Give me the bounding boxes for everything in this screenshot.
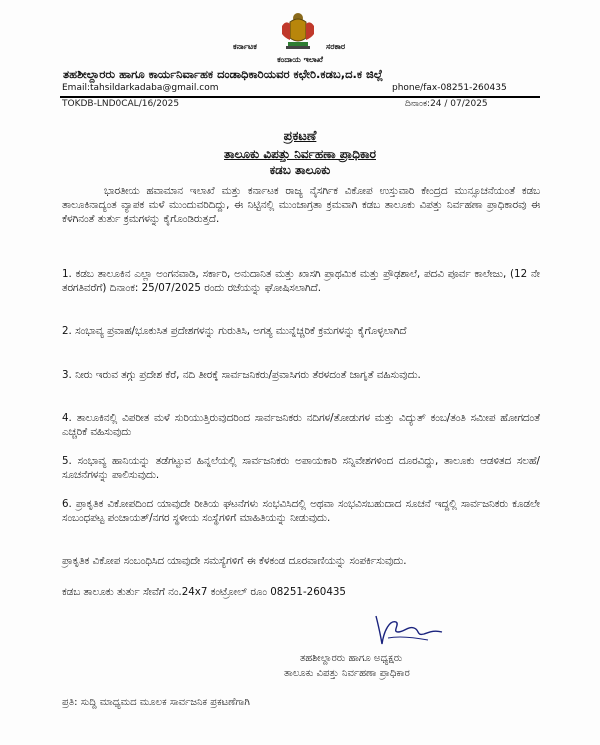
notice-title: ಪ್ರಕಟಣೆ: [283, 129, 317, 144]
office-name: ತಹಶೀಲ್ದಾರರು ಹಾಗೂ ಕಾರ್ಯನಿರ್ವಾಹಕ ದಂಡಾಧಿಕಾರಿಯವರ ಕಛೇರಿ.ಕಡಬ,ದ.ಕ ಜಿಲ್ಲೆ: [63, 67, 384, 81]
reference-number: TOKDB-LND0CAL/16/2025: [62, 99, 180, 109]
point-5: 5. ಸಂಭಾವ್ಯ ಹಾನಿಯನ್ನು ತಡೆಗಟ್ಟುವ ಹಿನ್ನಲೆಯಲ್ಲಿ ಸಾರ್ವಜನಿಕರು ಅಪಾಯಕಾರಿ ಸನ್ನಿವೇಶಗಳಿಂದ ದೂರವಿದ್ದು, ತಾಲೂಕು ಆಡಳಿತದ ಸಲಹೆ/ಸೂಚನೆಗಳನ್ನು ಪಾಲಿಸುವುದು.: [62, 455, 540, 481]
phone-fax: phone/fax-08251-260435: [392, 83, 507, 93]
point-6: 6. ಪ್ರಾಕೃತಿಕ ವಿಕೋಪದಿಂದ ಯಾವುದೇ ರೀತಿಯ ಘಟನೆಗಳು ಸಂಭವಿಸಿದಲ್ಲಿ ಅಥವಾ ಸಂಭವಿಸಬಹುದಾದ ಸೂಚನೆ ಇದ್ದಲ್ಲಿ ಸಾರ್ವಜನಿಕರು ಕೂಡಲೇ ಸಂಬಂಧಪಟ್ಟ ಪಂಚಾಯತ್/ನಗರ ಸ್ಥಳೀಯ ಸಂಸ್ಥೆಗಳಿಗೆ ಮಾಹಿತಿಯನ್ನು ನೀಡುವುದು.: [62, 498, 540, 524]
point-1: 1. ಕಡಬ ತಾಲೂಕಿನ ಎಲ್ಲಾ ಅಂಗನವಾಡಿ, ಸರ್ಕಾರಿ, ಅನುದಾನಿತ ಮತ್ತು ಖಾಸಗಿ ಪ್ರಾಥಮಿಕ ಮತ್ತು ಪ್ರೌಢಶಾಲೆ, ಪದವಿ ಪೂರ್ವ ಕಾಲೇಜು, (12 ನೇ ತರಗತಿವರೆಗೆ) ದಿನಾಂಕ: 25/07/2025 ರಂದು ರಜೆಯನ್ನು ಘೋಷಿಸಲಾಗಿದೆ.: [62, 268, 540, 294]
signatory-authority: ತಾಲೂಕು ವಿಪತ್ತು ನಿರ್ವಹಣಾ ಪ್ರಾಧಿಕಾರ: [284, 668, 410, 679]
karnataka-emblem-icon: [276, 8, 320, 52]
document-date: ದಿನಾಂಕ:24 / 07/2025: [405, 99, 488, 109]
point-3: 3. ನೀರು ಇರುವ ತಗ್ಗು ಪ್ರದೇಶ ಕೆರೆ, ನದಿ ತೀರಕ್ಕೆ ಸಾರ್ವಜನಿಕರು/ಪ್ರವಾಸಿಗರು ತೆರಳದಂತೆ ಜಾಗೃತೆ ವಹಿಸುವುದು.: [62, 369, 421, 381]
intro-paragraph: ಭಾರತೀಯ ಹವಾಮಾನ ಇಲಾಖೆ ಮತ್ತು ಕರ್ನಾಟಕ ರಾಜ್ಯ ನೈಸರ್ಗಿಕ ವಿಕೋಪ ಉಸ್ತುವಾರಿ ಕೇಂದ್ರದ ಮುನ್ಸೂಚನೆಯಂತೆ ಕಡಬ ತಾಲೂಕಿನಾದ್ಯಂತ ವ್ಯಾಪಕ ಮಳೆ ಮುಂದುವರಿದಿದ್ದು, ಈ ನಿಟ್ಟಿನಲ್ಲಿ ಮುಂಜಾಗ್ರತಾ ಕ್ರಮವಾಗಿ ಕಡಬ ತಾಲೂಕು ವಿಪತ್ತು ನಿರ್ವಹಣಾ ಪ್ರಾಧಿಕಾರವು ಈ ಕೆಳಗಿನಂತೆ ತುರ್ತು ಕ್ರಮಗಳನ್ನು ಕೈಗೊಂಡಿರುತ್ತದೆ.: [62, 185, 540, 225]
signatory-designation: ತಹಶೀಲ್ದಾರರು ಹಾಗೂ ಅಧ್ಯಕ್ಷರು: [300, 653, 403, 664]
copy-to-note: ಪ್ರತಿ: ಸುದ್ದಿ ಮಾಧ್ಯಮದ ಮೂಲಕ ಸಾರ್ವಜನಿಕ ಪ್ರಕಟಣೆಗಾಗಿ: [62, 697, 250, 708]
point-4: 4. ತಾಲೂಕಿನಲ್ಲಿ ವಿಪರೀತ ಮಳೆ ಸುರಿಯುತ್ತಿರುವುದರಿಂದ ಸಾರ್ವಜನಿಕರು ನದಿಗಳ/ತೋಡುಗಳ ಮತ್ತು ವಿದ್ಯುತ್ ಕಂಬ/ತಂತಿ ಸಮೀಪ ಹೋಗದಂತೆ ಎಚ್ಚರಿಕೆ ವಹಿಸುವುದು: [62, 412, 540, 438]
point-2: 2. ಸಂಭಾವ್ಯ ಪ್ರವಾಹ/ಭೂಕುಸಿತ ಪ್ರದೇಶಗಳನ್ನು ಗುರುತಿಸಿ, ಅಗತ್ಯ ಮುನ್ನೆಚ್ಚರಿಕೆ ಕ್ರಮಗಳನ್ನು ಕೈಗೊಳ್ಳಲಾಗಿದೆ: [62, 325, 407, 337]
contact-note: ಪ್ರಾಕೃತಿಕ ವಿಕೋಪ ಸಂಬಂಧಿಸಿದ ಯಾವುದೇ ಸಮಸ್ಯೆಗಳಿಗೆ ಈ ಕೆಳಕಂಡ ದೂರವಾಣಿಯನ್ನು ಸಂಪರ್ಕಿಸುವುದು.: [62, 555, 407, 567]
taluk-title: ಕಡಬ ತಾಲೂಕು: [269, 163, 331, 177]
email-address: Email:tahsildarkadaba@gmail.com: [62, 83, 219, 93]
control-room-number: ಕಡಬ ತಾಲೂಕು ತುರ್ತು ಸೇವೆಗೆ ನಂ.24x7 ಕಂಟ್ರೋಲ್ ರೂಂ 08251-260435: [62, 586, 346, 598]
authority-title: ತಾಲೂಕು ವಿಪತ್ತು ನಿರ್ವಹಣಾ ಪ್ರಾಧಿಕಾರ: [224, 147, 376, 161]
gov-label-right: ಸರಕಾರ: [326, 42, 346, 51]
department-name: ಕಂದಾಯ ಇಲಾಖೆ: [277, 55, 323, 64]
signature-icon: [368, 610, 448, 650]
gov-label-left: ಕರ್ನಾಟಕ: [233, 42, 257, 51]
header-divider: [60, 96, 540, 98]
